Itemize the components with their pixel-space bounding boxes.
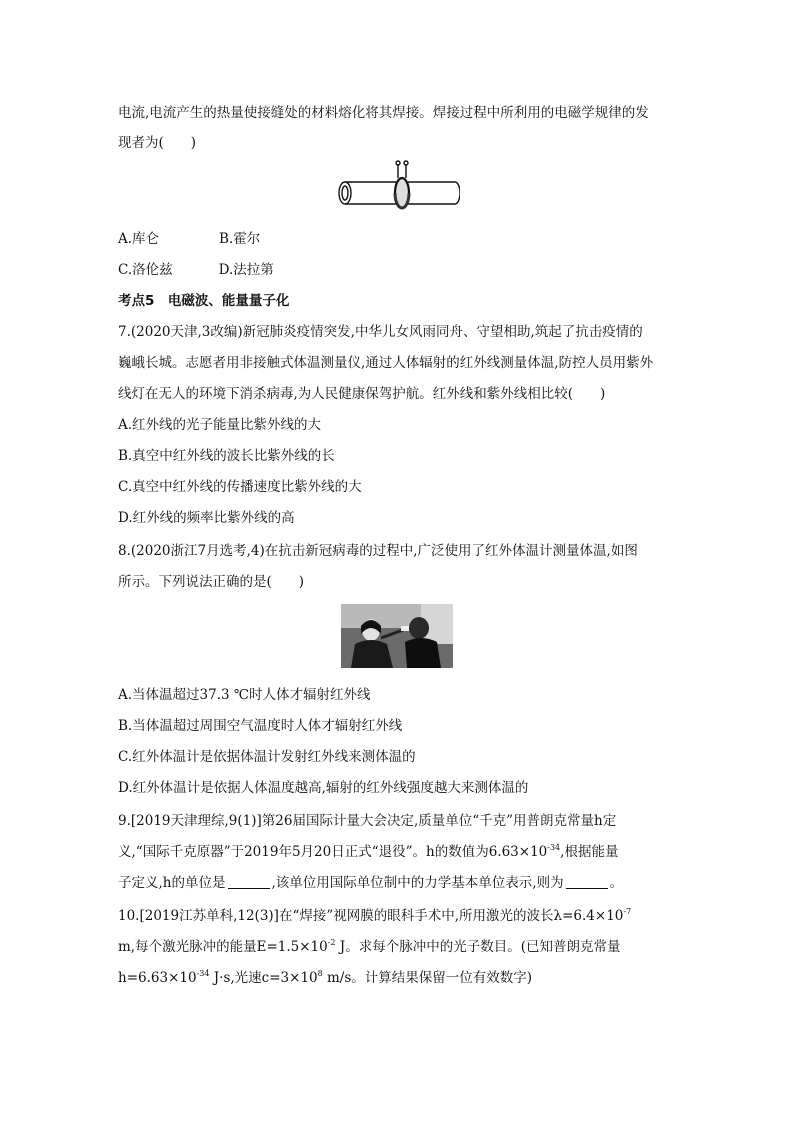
q6-options-row-1 [118, 230, 260, 248]
q10-energy-exponent: -2 [327, 938, 336, 947]
q7-option-d: D.红外线的频率比紫外线的高 [118, 510, 295, 526]
q8-line-2: 所示。下列说法正确的是( ) [118, 574, 305, 590]
thermometer-photo [341, 604, 453, 668]
q10-line-1 [118, 907, 631, 925]
q7-line-2: 巍峨长城。志愿者用非接触式体温测量仪,通过人体辐射的红外线测量体温,防控人员用紫外 [118, 355, 654, 371]
q10-wavelength-exponent: -7 [623, 907, 632, 916]
q9-exponent: -34 [547, 843, 561, 852]
q8-option-a: A.当体温超过37.3 ℃时人体才辐射红外线 [118, 687, 371, 703]
q7-option-a: A.红外线的光子能量比紫外线的大 [118, 417, 322, 433]
q10-line-3 [118, 969, 532, 987]
q8-option-d: D.红外体温计是依据人体温度越高,辐射的红外线强度越大来测体温的 [118, 780, 529, 796]
q10-planck-exponent: -34 [196, 969, 210, 978]
q10-line-2 [118, 938, 621, 956]
q10-line-3-tail: m/s。计算结果保留一位有效数字) [322, 970, 533, 986]
q6-line-1: 电流,电流产生的热量使接缝处的材料熔化将其焊接。焊接过程中所利用的电磁学规律的发 [118, 105, 649, 121]
q10-line-1-text: 10.[2019江苏单科,12(3)]在“焊接”视网膜的眼科手术中,所用激光的波长λ=6.4×10 [118, 908, 624, 924]
q8-option-c: C.红外体温计是依据体温计发射红外线来测体温的 [118, 749, 416, 765]
q10-light-speed-exponent: 8 [317, 969, 323, 978]
q9-line-1: 9.[2019天津理综,9(1)]第26届国际计量大会决定,质量单位“千克”用普朗克常量h定 [118, 813, 617, 829]
q6-option-d: D.法拉第 [218, 262, 274, 278]
pipe-welding-figure [335, 158, 460, 220]
q8-option-b: B.当体温超过周围空气温度时人体才辐射红外线 [118, 718, 403, 734]
q7-line-3: 线灯在无人的环境下消杀病毒,为人民健康保驾护航。红外线和紫外线相比较( ) [118, 386, 606, 402]
q9-blank-2[interactable] [566, 876, 608, 889]
q10-line-3-mid: J·s,光速c=3×10 [209, 970, 318, 986]
q10-line-2-tail: J。求每个脉冲中的光子数目。(已知普朗克常量 [335, 939, 621, 955]
q6-option-c: C.洛伦兹 [118, 262, 173, 278]
q7-line-1: 7.(2020天津,3改编)新冠肺炎疫情突发,中华儿女风雨同舟、守望相助,筑起了抗击疫情的 [118, 324, 643, 340]
q7-option-c: C.真空中红外线的传播速度比紫外线的大 [118, 479, 362, 495]
q9-line-2-tail: ,根据能量 [560, 844, 619, 860]
q8-line-1: 8.(2020浙江7月选考,4)在抗击新冠病毒的过程中,广泛使用了红外体温计测量体温,如图 [118, 543, 638, 559]
q6-line-2: 现者为( ) [118, 135, 197, 151]
q9-line-3-end: 。 [609, 875, 624, 891]
q10-line-2-text: m,每个激光脉冲的能量E=1.5×10 [118, 939, 328, 955]
q9-line-2-text: 义,“国际千克原器”于2019年5月20日正式“退役”。h的数值为6.63×10 [118, 844, 548, 860]
q10-line-3-text: h=6.63×10 [118, 970, 197, 986]
q6-option-b: B.霍尔 [219, 231, 261, 247]
q6-option-a: A.库仑 [118, 231, 160, 247]
q9-line-3 [118, 874, 623, 892]
q9-line-3-mid: ,该单位用国际单位制中的力学基本单位表示,则为 [271, 875, 564, 891]
q9-blank-1[interactable] [228, 876, 270, 889]
q9-line-2 [118, 843, 618, 861]
q7-option-b: B.真空中红外线的波长比紫外线的长 [118, 448, 335, 464]
q9-line-3-text: 子定义,h的单位是 [118, 875, 226, 891]
section-5-heading: 考点5 电磁波、能量量子化 [118, 293, 290, 309]
q6-options-row-2 [118, 261, 274, 279]
